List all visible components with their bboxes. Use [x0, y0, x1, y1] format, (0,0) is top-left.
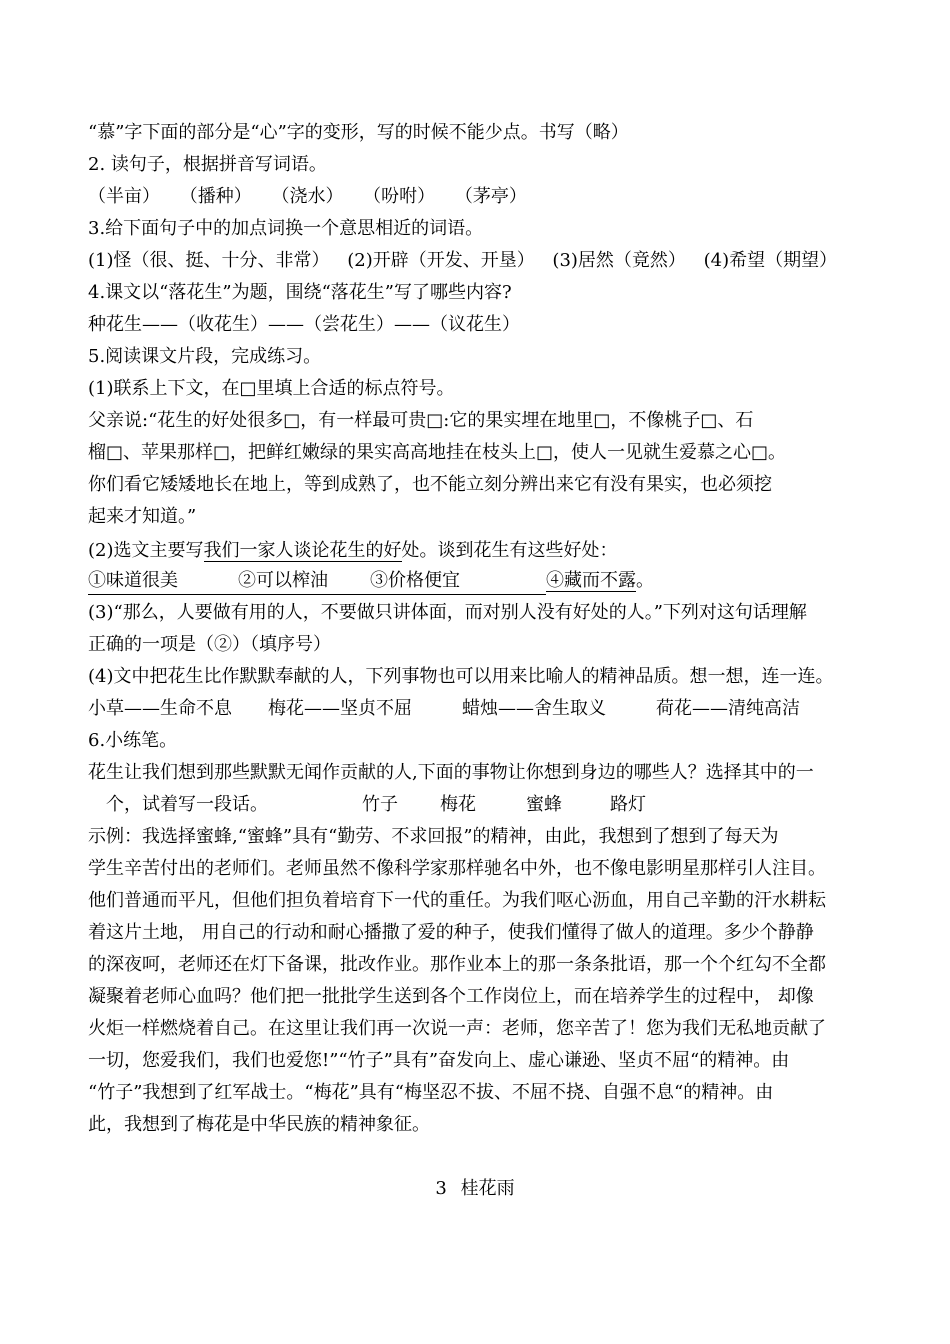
matching-pair: 蜡烛——舍生取义: [462, 698, 606, 719]
question-heading: 2. 读句子，根据拼音写词语。: [88, 154, 327, 175]
example-line: “竹子”我想到了红军战士。“梅花”具有“梅坚忍不拔、不屈不挠、自强不息“的精神。由: [88, 1082, 774, 1103]
benefit-item: ①味道很美: [88, 568, 238, 595]
sub-question: [88, 538, 878, 564]
benefit-item: ③价格便宜: [370, 568, 546, 595]
matching-row: [88, 696, 878, 722]
example-line: 火炬一样燃烧着自己。在这里让我们再一次说一声：老师，您辛苦了！您为我们无私地贡献了: [88, 1018, 826, 1039]
sub-question: (4)文中把花生比作默默奉献的人，下列事物也可以用来比喻人的精神品质。想一想，连一连。: [88, 666, 834, 687]
answer-line: (1)怪（很、挺、十分、非常） (2)开辟（开发、开垦） (3)居然（竟然） (4)希望（期望）: [88, 250, 838, 271]
matching-pair: 荷花——清纯高洁: [656, 698, 800, 719]
example-line: 他们普通而平凡，但他们担负着培育下一代的重任。为我们呕心沥血，用自己辛勤的汗水耕耘: [88, 890, 826, 911]
example-line: 学生辛苦付出的老师们。老师虽然不像科学家那样驰名中外，也不像电影明星那样引人注目。: [88, 858, 826, 879]
benefits-end: 。: [636, 570, 654, 591]
question-heading: 4.课文以“落花生”为题，围绕“落花生”写了哪些内容?: [88, 282, 512, 303]
passage-line: 榴□、苹果那样□，把鲜红嫩绿的果实高高地挂在枝头上□，使人一见就生爱慕之心□。: [88, 442, 787, 463]
q2-prefix: (2)选文主要写: [88, 540, 204, 561]
q2-suffix: 处。谈到花生有这些好处：: [401, 540, 618, 561]
example-line: 凝聚着老师心血吗？他们把一批批学生送到各个工作岗位上，而在培养学生的过程中， 却像: [88, 986, 814, 1007]
thing-item: 竹子: [362, 794, 398, 815]
passage-line: 你们看它矮矮地长在地上，等到成熟了，也不能立刻分辨出来它有没有果实，也必须挖: [88, 474, 772, 495]
prompt-row: [88, 792, 878, 818]
example-line: 示例：我选择蜜蜂,“蜜蜂”具有“勤劳、不求回报”的精神，由此，我想到了想到了每天为: [88, 826, 779, 847]
example-line: 的深夜呵，老师还在灯下备课，批改作业。那作业本上的那一条条批语，那一个个红勾不全都: [88, 954, 826, 975]
question-heading: 6.小练笔。: [88, 730, 178, 751]
benefits-row: [88, 568, 878, 595]
example-line: 一切，您爱我们，我们也爱您!”“竹子”具有”奋发向上、虚心谦逊、坚贞不屈“的精神。由: [88, 1050, 790, 1071]
q2-underlined: 我们一家人谈论花生的好: [203, 540, 402, 561]
text-line: 花生让我们想到那些默默无闻作贡献的人,下面的事物让你想到身边的哪些人？选择其中的一: [88, 762, 814, 783]
prompt-text: 个，试着写一段话。: [106, 794, 268, 815]
thing-item: 梅花: [440, 794, 476, 815]
benefit-item: ④藏而不露: [546, 570, 636, 591]
question-heading: 3.给下面句子中的加点词换一个意思相近的词语。: [88, 218, 484, 239]
answer-line: 种花生——（收花生）——（尝花生）——（议花生）: [88, 314, 520, 335]
text-line: (1)联系上下文，在□里填上合适的标点符号。: [88, 378, 455, 399]
thing-item: 蜜蜂: [526, 794, 562, 815]
question-heading: 5.阅读课文片段，完成练习。: [88, 346, 322, 367]
sub-question: 正确的一项是（②）（填序号）: [88, 634, 331, 655]
text-line: “慕”字下面的部分是“心”字的变形，写的时候不能少点。书写（略）: [88, 122, 629, 143]
section-title: 3 桂花雨: [435, 1178, 515, 1199]
sub-question: (3)“那么，人要做有用的人，不要做只讲体面，而对别人没有好处的人。”下列对这句话理解: [88, 602, 807, 623]
passage-line: 父亲说:“花生的好处很多□，有一样最可贵□:它的果实埋在地里□，不像桃子□、石: [88, 410, 754, 431]
passage-line: 起来才知道。”: [88, 506, 197, 527]
example-line: 此，我想到了梅花是中华民族的精神象征。: [88, 1114, 430, 1135]
matching-pair: 小草——生命不息: [88, 698, 232, 719]
example-line: 着这片土地， 用自己的行动和耐心播撒了爱的种子，使我们懂得了做人的道理。多少个静静: [88, 922, 814, 943]
benefit-item: ②可以榨油: [238, 568, 370, 595]
answer-line: （半亩） （播种） （浇水） （吩咐） （茅亭）: [88, 186, 527, 207]
matching-pair: 梅花——坚贞不屈: [268, 698, 412, 719]
thing-item: 路灯: [610, 794, 646, 815]
